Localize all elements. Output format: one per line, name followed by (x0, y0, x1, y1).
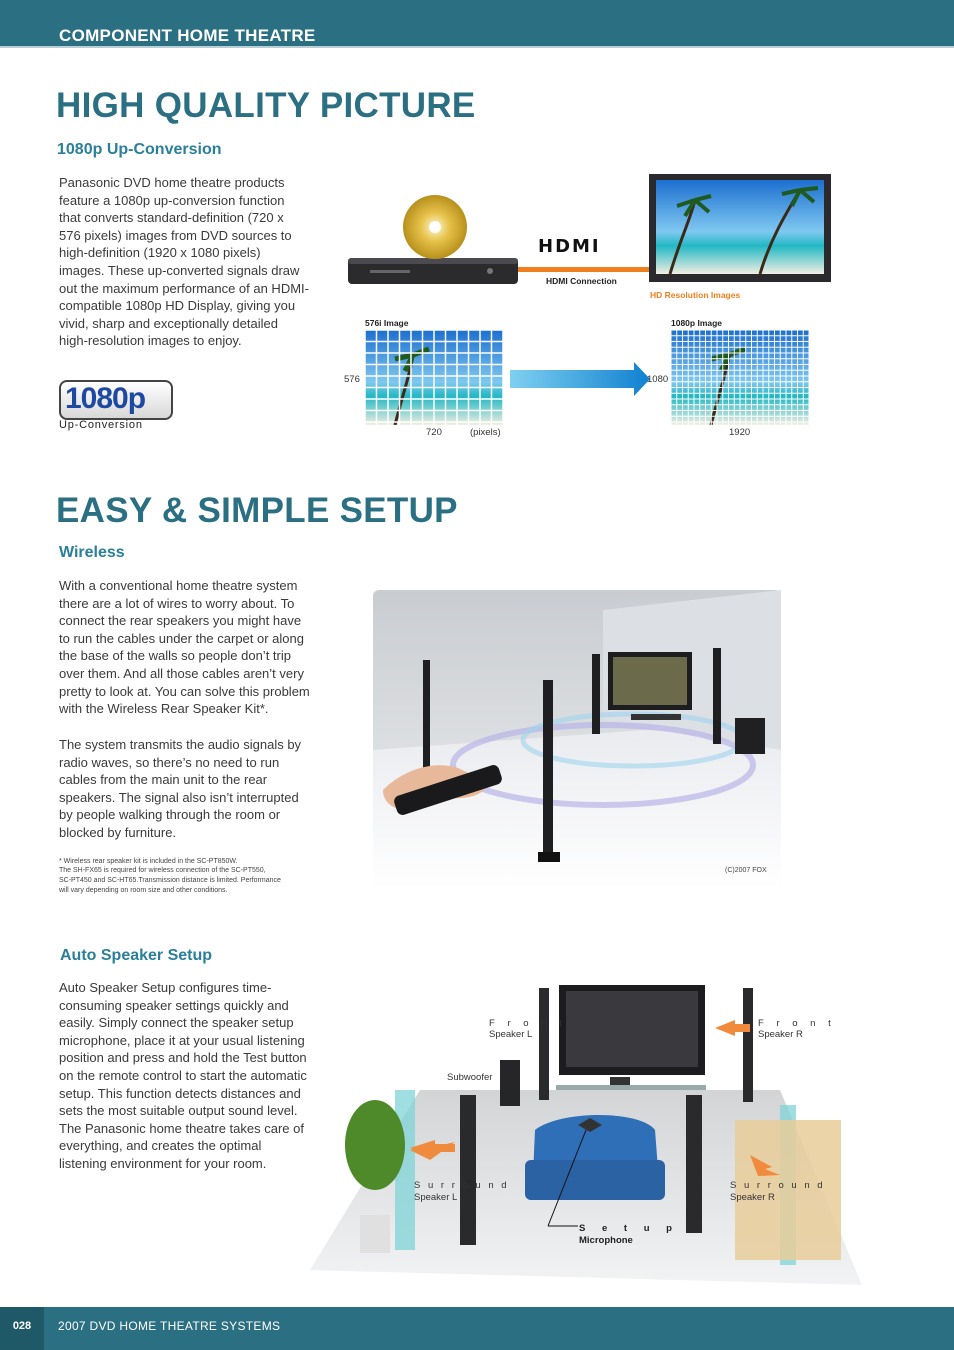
footnote-3: SC-PT450 and SC-HT65.Transmission distance is limited. Performance (59, 877, 281, 884)
wireless-room-illustration (373, 590, 781, 890)
label-1080: 1080 (647, 374, 669, 385)
img576-label: 576i Image (365, 318, 409, 328)
label-576: 576 (344, 374, 360, 385)
front-l-label-1: F r o n t (489, 1018, 567, 1029)
hdmi-logo: HDMI (538, 236, 601, 257)
picture-body: Panasonic DVD home theatre products feature a 1080p up-conversion function that converts standard-definition (720 x 576 pixels) images from DVD sources to high-definition (1920 x 1080 pixels) images. These up-converted signals draw out the maximum performance of an HDMI-compatible 1080p HD Display, giving you vivid, sharp and exceptionally detailed high-resolution images to enjoy. (59, 175, 309, 349)
header-divider (0, 46, 954, 48)
footnote-2: The SH-FX65 is required for wireless connection of the SC-PT550, (59, 867, 266, 874)
label-720: 720 (426, 427, 442, 438)
image-1080-grid (671, 330, 809, 425)
footer-title: 2007 DVD HOME THEATRE SYSTEMS (58, 1319, 281, 1333)
surround-l-label-1: S u r r o u n d (414, 1180, 510, 1191)
img1080-label: 1080p Image (671, 318, 723, 328)
wireless-title: Wireless (59, 544, 125, 561)
front-l-label-2: Speaker L (489, 1029, 533, 1040)
section-label: COMPONENT HOME THEATRE (59, 26, 316, 45)
badge-text: 1080p (65, 382, 146, 415)
copyright-text: (C)2007 FOX (725, 867, 767, 874)
auto-setup-body: Auto Speaker Setup configures time-consuming speaker settings quickly and easily. Simply connect the speaker setup microphone, place it at your usual listening position and press and hold the Test button on the remote control to start the automatic setup. This function detects distances and sets the most suitable output sound level. The Panasonic home theatre takes care of everything, and creates the optimal listening environment for your room. (59, 980, 307, 1171)
dvd-player-icon (348, 258, 518, 284)
mic-label-2: Microphone (579, 1235, 633, 1246)
front-r-label-2: Speaker R (758, 1029, 803, 1040)
auto-setup-title: Auto Speaker Setup (60, 947, 213, 964)
label-1920: 1920 (729, 427, 751, 438)
surround-l-label-2: Speaker L (414, 1192, 458, 1203)
hd-images-label: HD Resolution Images (650, 290, 741, 300)
hdmi-connection-label: HDMI Connection (546, 276, 617, 286)
hd-tv-icon (649, 174, 831, 282)
image-576-grid (365, 330, 503, 425)
footnote-1: * Wireless rear speaker kit is included in the SC-PT850W. (59, 858, 238, 865)
page-number: 028 (12, 1320, 32, 1332)
badge-subtitle: Up-Conversion (59, 419, 143, 431)
wireless-body-2: The system transmits the audio signals by radio waves, so there’s no need to run cables from the main unit to the rear speakers. The signal also isn’t interrupted by people walking through the room or blocked by furniture. (59, 737, 302, 840)
dvd-disc-icon (403, 195, 467, 259)
picture-subtitle: 1080p Up-Conversion (57, 141, 222, 158)
front-r-label-1: F r o n t (758, 1018, 836, 1029)
footnote-4: will vary depending on room size and other conditions. (59, 887, 228, 894)
label-pixels: (pixels) (470, 427, 501, 438)
1080p-badge (59, 380, 173, 420)
wireless-body: With a conventional home theatre system there are a lot of wires to worry about. To connect the rear speakers you might have to run the cables under the carpet or along the base of the walls so people don’t trip over them. And all those cables aren’t very pretty to look at. You can solve this problem with the Wireless Rear Speaker Kit*. (59, 578, 310, 717)
mic-label-1: S e t u p (579, 1223, 679, 1234)
conversion-arrow-icon (510, 362, 652, 396)
picture-title: HIGH QUALITY PICTURE (56, 86, 476, 125)
subwoofer-label: Subwoofer (447, 1072, 493, 1083)
surround-r-label-1: S u r r o u n d (730, 1180, 826, 1191)
setup-title: EASY & SIMPLE SETUP (56, 491, 458, 530)
surround-r-label-2: Speaker R (730, 1192, 775, 1203)
